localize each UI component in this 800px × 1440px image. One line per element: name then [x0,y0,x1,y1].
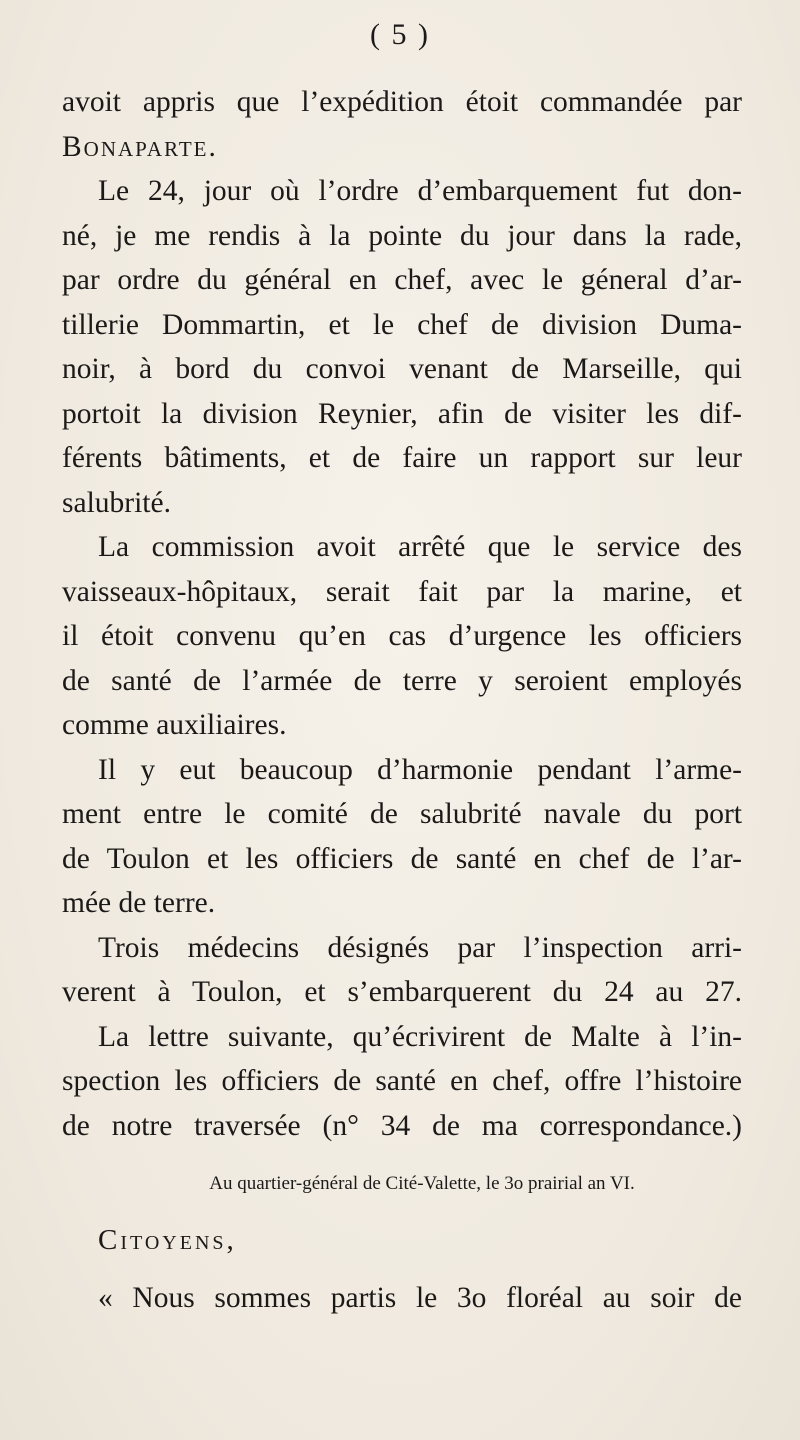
text-line: tillerie Dommartin, et le chef de division Duma- [62,308,742,341]
text-line: La lettre suivante, qu’écrivirent de Malte à l’in- [98,1020,742,1053]
letter-dateline: Au quartier-général de Cité-Valette, le 3o prairial an VI. [209,1173,635,1194]
text-line: de Toulon et les officiers de santé en chef de l’ar- [62,842,742,875]
text-line: noir, à bord du convoi venant de Marseille, qui [62,353,742,385]
text-line: né, je me rendis à la pointe du jour dans la rade, [62,219,742,252]
page-number: ( 5 ) [370,18,430,51]
text-line: ment entre le comité de salubrité navale du port [62,798,742,830]
letter-salutation: Citoyens, [98,1224,237,1256]
body-text [62,80,742,1324]
text-line: mée de terre. [62,887,216,919]
text-line: de santé de l’armée de terre y seroient employés [62,664,742,697]
text-line: il étoit convenu qu’en cas d’urgence les officiers [62,620,742,652]
text-line: comme auxiliaires. [62,709,287,741]
text-line: vaisseaux-hôpitaux, serait fait par la marine, et [62,575,742,608]
text-line: Il y eut beaucoup d’harmonie pendant l’arme- [98,753,742,786]
letter-opening-line: « Nous sommes partis le 3o floréal au soir de [98,1282,742,1314]
text-line: Trois médecins désignés par l’inspection arri- [98,931,742,964]
text-line: verent à Toulon, et s’embarquerent du 24 au 27. [62,976,742,1008]
text-line: par ordre du général en chef, avec le géneral d’ar- [62,264,742,296]
text-line: La commission avoit arrêté que le service des [98,531,742,563]
text-line: avoit appris que l’expédition étoit commandée par [62,86,742,118]
text-line: de notre traversée (n° 34 de ma correspondance.) [62,1109,742,1142]
text-line: férents bâtiments, et de faire un rapport sur leur [62,442,742,474]
text-line-bonaparte: Bonaparte. [62,130,218,163]
text-line: Le 24, jour où l’ordre d’embarquement fut don- [98,175,742,207]
text-line: spection les officiers de santé en chef, offre l’histoire [62,1065,742,1097]
text-line: salubrité. [62,486,171,519]
text-line: portoit la division Reynier, afin de visiter les dif- [62,397,742,430]
